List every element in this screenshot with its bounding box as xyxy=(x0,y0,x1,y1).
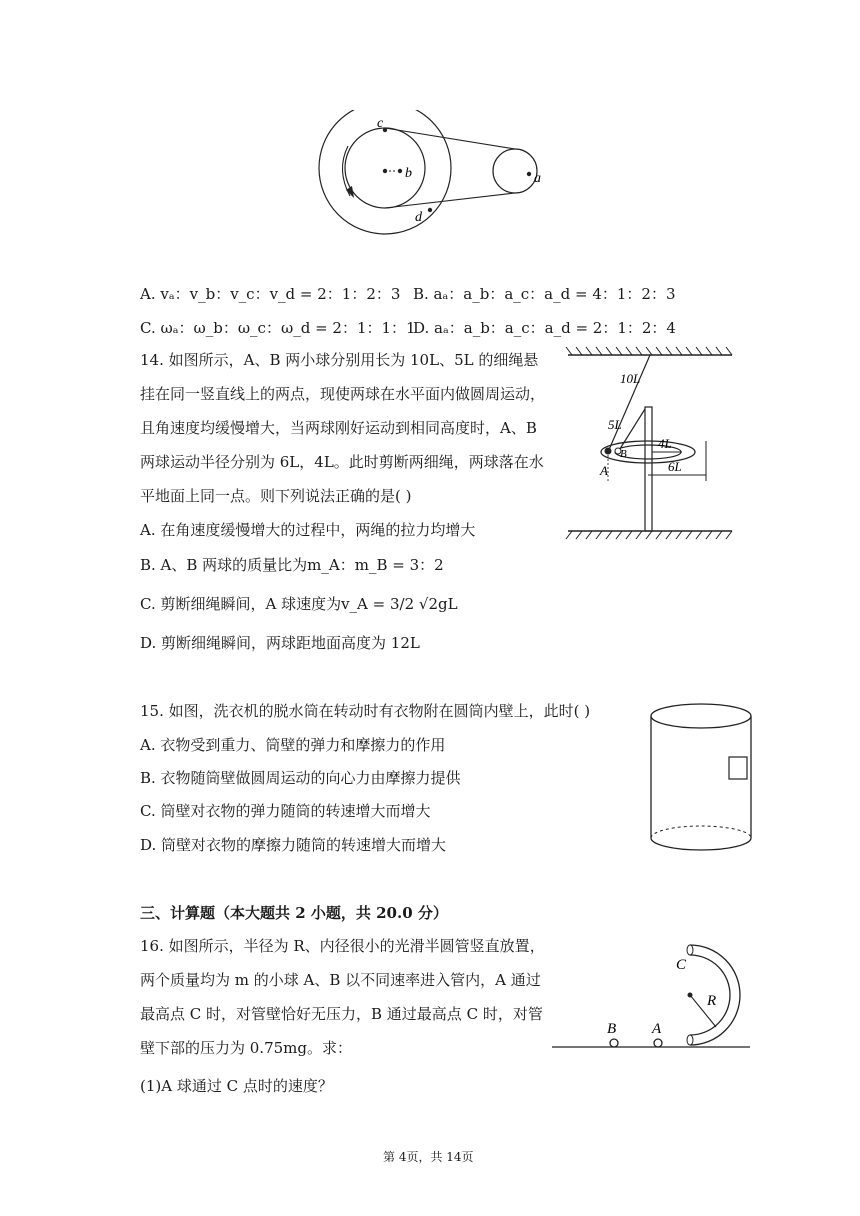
q14-option-a: A. 在角速度缓慢增大的过程中，两绳的拉力均增大 xyxy=(140,521,476,539)
label-c: C xyxy=(676,957,687,973)
q13-pulley-figure xyxy=(310,110,550,240)
q16-sub1: (1)A 球通过 C 点时的速度？ xyxy=(140,1077,333,1095)
label-a: a xyxy=(534,171,541,186)
label-5l: 5L xyxy=(608,417,622,432)
q13-option-a: A. vₐ：v_b：v_c：v_d = 2：1：2：3 xyxy=(140,285,401,303)
label-d: d xyxy=(415,210,422,225)
q14-stem-line: 挂在同一竖直线上的两点，现使两球在水平面内做圆周运动， xyxy=(140,385,546,403)
q13-option-d: D. aₐ：a_b：a_c：a_d = 2：1：2：4 xyxy=(413,319,676,337)
label-4l: 4L xyxy=(658,436,672,451)
label-10l: 10L xyxy=(620,371,641,386)
label-b: b xyxy=(405,166,412,181)
q16-stem-line: 壁下部的压力为 0.75mg。求： xyxy=(140,1039,352,1057)
q14-option-c: C. 剪断细绳瞬间，A 球速度为v_A = 3/2 √2gL xyxy=(140,595,458,613)
label-b: B xyxy=(620,448,627,460)
page-footer: 第 4页，共 14页 xyxy=(383,1150,474,1164)
q16-semicircle-tube-figure xyxy=(550,935,750,1060)
q13-option-c: C. ωₐ：ω_b：ω_c：ω_d = 2：1：1：1 xyxy=(140,319,416,337)
q14-stem-line: 平地面上同一点。则下列说法正确的是( ) xyxy=(140,487,412,505)
label-a: A xyxy=(652,1021,662,1037)
q13-option-b: B. aₐ：a_b：a_c：a_d = 4：1：2：3 xyxy=(413,285,676,303)
q14-option-d: D. 剪断细绳瞬间，两球距地面高度为 12L xyxy=(140,634,420,652)
q14-stem-line: 且角速度均缓慢增大，当两球刚好运动到相同高度时，A、B xyxy=(140,419,537,437)
label-c: c xyxy=(377,116,384,131)
q15-option-d: D. 筒壁对衣物的摩擦力随筒的转速增大而增大 xyxy=(140,836,447,854)
q15-cylinder-figure xyxy=(645,700,757,860)
section-heading: 三、计算题（本大题共 2 小题，共 20.0 分） xyxy=(140,904,448,922)
label-b: B xyxy=(607,1021,617,1037)
q15-option-a: A. 衣物受到重力、筒壁的弹力和摩擦力的作用 xyxy=(140,736,446,754)
label-a: A xyxy=(600,463,608,478)
q14-stem-line: 14. 如图所示，A、B 两小球分别用长为 10L、5L 的细绳悬 xyxy=(140,351,539,369)
label-6l: 6L xyxy=(668,459,682,474)
label-r: R xyxy=(707,993,717,1009)
q14-option-b: B. A、B 两球的质量比为m_A：m_B = 3：2 xyxy=(140,556,444,574)
q14-stem-line: 两球运动半径分别为 6L，4L。此时剪断两细绳，两球落在水 xyxy=(140,453,544,471)
q15-option-b: B. 衣物随筒壁做圆周运动的向心力由摩擦力提供 xyxy=(140,769,461,787)
q16-stem-line: 16. 如图所示，半径为 R、内径很小的光滑半圆管竖直放置， xyxy=(140,937,545,955)
q16-stem-line: 最高点 C 时，对管壁恰好无压力，B 通过最高点 C 时，对管 xyxy=(140,1005,543,1023)
q15-option-c: C. 筒壁对衣物的弹力随筒的转速增大而增大 xyxy=(140,802,431,820)
q14-conical-pendulum-figure xyxy=(560,345,740,545)
q16-stem-line: 两个质量均为 m 的小球 A、B 以不同速率进入管内，A 通过 xyxy=(140,971,541,989)
q15-stem: 15. 如图，洗衣机的脱水筒在转动时有衣物附在圆筒内壁上，此时( ) xyxy=(140,702,591,720)
